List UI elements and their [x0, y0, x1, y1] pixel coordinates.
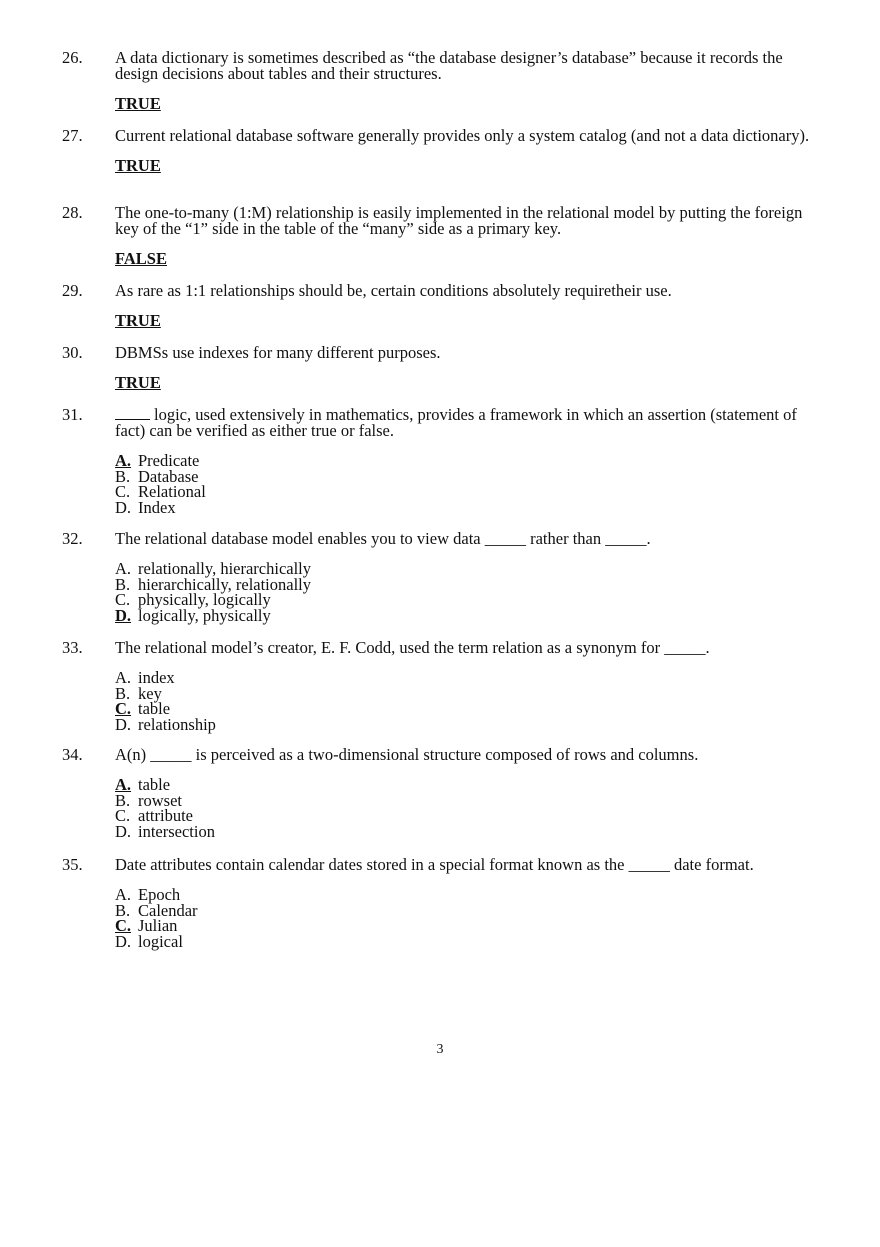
- choice-c: [115, 918, 822, 934]
- choice-a: [115, 670, 822, 686]
- question-32: [62, 531, 822, 623]
- choice-b: [115, 790, 822, 810]
- question-number: 35.: [62, 855, 83, 874]
- choice-b: [115, 683, 822, 703]
- choice-c: [115, 701, 822, 717]
- choice-b: [115, 900, 822, 920]
- choice-text: hierarchically, relationally: [138, 574, 312, 594]
- choice-text: physically, logically: [138, 590, 271, 609]
- question-29: [62, 283, 822, 329]
- choice-list: [115, 453, 822, 515]
- choice-text: index: [138, 668, 175, 687]
- choice-d: [115, 931, 822, 951]
- question-text: DBMSs use indexes for many different purposes.: [115, 343, 441, 362]
- choice-list: [115, 777, 822, 839]
- choice-letter-correct: A.: [115, 775, 132, 794]
- choice-a: [115, 887, 822, 903]
- choice-letter: D.: [115, 714, 132, 734]
- choice-c: [115, 484, 822, 500]
- question-number: 34.: [62, 745, 83, 764]
- question-text: A(n) _____ is perceived as a two-dimensional structure composed of rows and columns.: [115, 745, 699, 764]
- choice-text: Predicate: [138, 451, 200, 470]
- choice-text: Julian: [138, 916, 178, 935]
- answer-label: FALSE: [115, 249, 167, 268]
- question-number: 32.: [62, 529, 83, 548]
- question-number: 26.: [62, 48, 83, 67]
- choice-letter: B.: [115, 574, 131, 594]
- choice-letter: B.: [115, 683, 131, 703]
- choice-d: [115, 497, 822, 517]
- choice-letter: B.: [115, 790, 131, 810]
- blank-line: [115, 409, 150, 420]
- question-number: 31.: [62, 405, 83, 424]
- choice-b: [115, 466, 822, 486]
- question-text: The relational model’s creator, E. F. Codd, used the term relation as a synonym for _____.: [115, 638, 710, 657]
- question-31: [62, 407, 822, 515]
- question-text: [115, 407, 820, 439]
- question-number: 27.: [62, 126, 83, 145]
- choice-letter: C.: [115, 806, 131, 825]
- choice-list: [115, 887, 822, 949]
- choice-text: table: [138, 775, 171, 794]
- question-33: [62, 640, 822, 732]
- choice-letter: A.: [115, 668, 132, 687]
- choice-text: Relational: [138, 482, 206, 501]
- question-34: [62, 747, 822, 839]
- choice-text: logical: [138, 931, 183, 951]
- choice-text: relationship: [138, 714, 216, 734]
- question-number: 30.: [62, 343, 83, 362]
- choice-letter: B.: [115, 900, 131, 920]
- choice-text: relationally, hierarchically: [138, 559, 312, 578]
- answer-label: TRUE: [115, 156, 161, 175]
- page-number: 3: [436, 1042, 444, 1057]
- choice-text: Database: [138, 466, 199, 486]
- choice-letter-correct: C.: [115, 916, 132, 935]
- choice-text: logically, physically: [138, 605, 271, 625]
- question-number: 28.: [62, 203, 83, 222]
- choice-text: intersection: [138, 821, 215, 841]
- choice-letter: D.: [115, 931, 132, 951]
- answer-label: TRUE: [115, 311, 161, 330]
- choice-letter-correct: D.: [115, 605, 132, 625]
- choice-letter: C.: [115, 482, 131, 501]
- choice-text: table: [138, 699, 171, 718]
- question-number: 33.: [62, 638, 83, 657]
- question-28: [62, 205, 822, 267]
- question-number: 29.: [62, 281, 83, 300]
- question-27: [62, 128, 822, 174]
- question-30: [62, 345, 822, 391]
- answer-label: TRUE: [115, 373, 161, 392]
- choice-text: Calendar: [138, 900, 198, 920]
- question-text-body: logic, used extensively in mathematics, provides a framework in which an assertion (statement of fact) can be verified as either true or false.: [115, 405, 797, 440]
- choice-text: Epoch: [138, 885, 181, 904]
- question-text: As rare as 1:1 relationships should be, certain conditions absolutely requiretheir use.: [115, 281, 672, 300]
- choice-letter: C.: [115, 590, 131, 609]
- choice-letter: D.: [115, 497, 132, 517]
- choice-letter: B.: [115, 466, 131, 486]
- choice-letter: D.: [115, 821, 132, 841]
- choice-list: [115, 561, 822, 623]
- choice-letter-correct: C.: [115, 699, 132, 718]
- question-text: Date attributes contain calendar dates stored in a special format known as the _____ date format.: [115, 855, 754, 874]
- question-35: [62, 857, 822, 949]
- choice-text: key: [138, 683, 162, 703]
- question-text: Current relational database software generally provides only a system catalog (and not a data dictionary).: [115, 126, 810, 145]
- choice-letter-correct: A.: [115, 451, 132, 470]
- choice-d: [115, 714, 822, 734]
- choice-a: [115, 453, 822, 469]
- choice-letter: A.: [115, 885, 132, 904]
- choice-c: [115, 808, 822, 824]
- question-text: The one-to-many (1:M) relationship is easily implemented in the relational model by putting the foreign key of the “1” side in the table of the “many” side as a primary key.: [115, 203, 803, 238]
- choice-letter: A.: [115, 559, 132, 578]
- choice-text: attribute: [138, 806, 193, 825]
- question-text: A data dictionary is sometimes described as “the database designer’s database” because it records the design decisions about tables and their structures.: [115, 48, 783, 83]
- question-text: The relational database model enables you to view data _____ rather than _____.: [115, 529, 651, 548]
- choice-d: [115, 821, 822, 841]
- choice-text: Index: [138, 497, 176, 517]
- choice-a: [115, 777, 822, 793]
- choice-list: [115, 670, 822, 732]
- answer-label: TRUE: [115, 94, 161, 113]
- choice-text: rowset: [138, 790, 182, 810]
- question-26: [62, 50, 822, 112]
- choice-d: [115, 605, 822, 625]
